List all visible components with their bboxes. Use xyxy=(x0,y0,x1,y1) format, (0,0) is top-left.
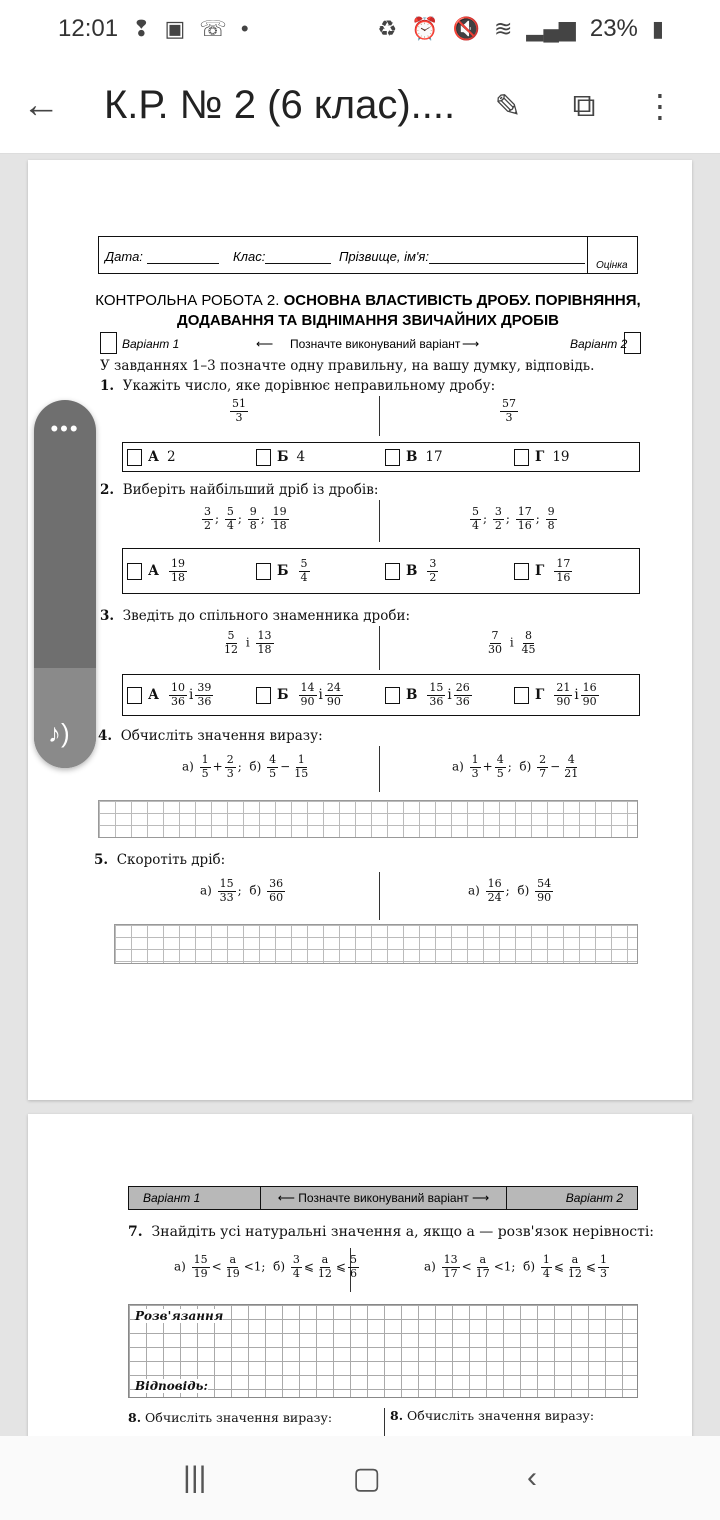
q2-left-fractions: $\frac{3}{2}$ ; $\frac{5}{4}$ ; $\frac{9}{8}$ ; $\frac{19}{18}$ xyxy=(204,505,287,532)
test-title: КОНТРОЛЬНА РОБОТА 2. ОСНОВНА ВЛАСТИВІСТЬ ДРОБУ. ПОРІВНЯННЯ, xyxy=(95,292,641,309)
variant-1-label: Варіант 1 xyxy=(122,337,180,351)
battery-level: 23% xyxy=(589,15,638,42)
student-header xyxy=(98,236,638,274)
recent-apps-icon[interactable]: ||| xyxy=(183,1461,207,1494)
q4-right-expressions: а) $\frac{1}{3}$ + $\frac{4}{5}$ ; б) $\frac{2}{7}$ − $\frac{4}{21}$ xyxy=(452,753,579,780)
q8-left-text: 8. Обчисліть значення виразу: xyxy=(128,1410,333,1425)
q2-option-b[interactable]: Б $\frac{5}{4}$ xyxy=(252,558,381,584)
answer-label: Відповідь: xyxy=(135,1379,208,1393)
q2-answers xyxy=(122,548,640,594)
document-title: К.Р. № 2 (6 клас).... xyxy=(104,83,456,127)
class-label: Клас: xyxy=(233,249,266,264)
home-icon[interactable]: ▢ xyxy=(352,1461,381,1495)
q1-option-c[interactable]: В 17 xyxy=(381,449,510,466)
battery-icon: ▮ xyxy=(651,16,664,41)
q3-option-d[interactable]: Г $\frac{21}{90}$ і $\frac{16}{90}$ xyxy=(510,682,639,708)
solution-label: Розв'язання xyxy=(135,1309,224,1323)
variant-2-checkbox[interactable] xyxy=(624,332,641,354)
q4-work-grid[interactable] xyxy=(98,800,638,838)
document-page-1 xyxy=(28,160,692,1100)
q4-left-expressions: а) $\frac{1}{5}$ + $\frac{2}{3}$ ; б) $\frac{4}{5}$ − $\frac{1}{15}$ xyxy=(182,753,309,780)
q1-option-a[interactable]: А 2 xyxy=(123,449,252,466)
q3-answers xyxy=(122,674,640,716)
q3-option-b[interactable]: Б $\frac{14}{90}$ і $\frac{24}{90}$ xyxy=(252,682,381,708)
back-icon[interactable]: ‹ xyxy=(526,1461,537,1494)
mute-icon: 🔇 xyxy=(452,16,480,41)
variant-hint: Позначте виконуваний варіант xyxy=(290,337,461,351)
image-icon: ▣ xyxy=(164,16,186,41)
floating-audio-panel[interactable] xyxy=(34,400,96,768)
q3-option-c[interactable]: В $\frac{15}{36}$ і $\frac{26}{36}$ xyxy=(381,682,510,708)
dot-icon: • xyxy=(240,16,249,41)
q2-option-a[interactable]: А $\frac{19}{18}$ xyxy=(123,558,252,584)
more-dots-icon[interactable]: ••• xyxy=(50,416,80,441)
back-arrow-icon[interactable]: ← xyxy=(22,84,60,126)
edit-pencil-icon[interactable]: ✎ xyxy=(494,87,522,124)
p2-variant-1[interactable]: Варіант 1 xyxy=(129,1187,261,1209)
p2-variant-hint: ⟵ Позначте виконуваний варіант ⟶ xyxy=(261,1187,507,1209)
open-external-icon[interactable]: ⧉ xyxy=(572,86,596,123)
q1-option-b[interactable]: Б 4 xyxy=(252,449,381,466)
q5-right-fractions: а) $\frac{16}{24}$ ; б) $\frac{54}{90}$ xyxy=(468,877,552,904)
q5-text: 5. Скоротіть дріб: xyxy=(94,852,226,868)
q7-solution-grid[interactable] xyxy=(128,1304,638,1398)
signal-icon: ▂▄▆ xyxy=(526,16,576,41)
q1-text: 1. Укажіть число, яке дорівнює неправильному дробу: xyxy=(100,378,496,394)
q7-text: 7. Знайдіть усі натуральні значення a, якщо a — розв'язок нерівності: xyxy=(128,1224,655,1240)
q3-option-a[interactable]: А $\frac{10}{36}$ і $\frac{39}{36}$ xyxy=(123,682,252,708)
q1-option-d[interactable]: Г 19 xyxy=(510,449,639,466)
app-bar xyxy=(0,58,720,154)
q1-right-fraction: $\frac{57}{3}$ xyxy=(502,397,516,424)
notification-icon: ❢ xyxy=(132,16,151,41)
score-box xyxy=(587,237,637,273)
more-options-icon[interactable]: ⋮ xyxy=(644,87,676,124)
q2-option-c[interactable]: В $\frac{3}{2}$ xyxy=(381,558,510,584)
variant-2-label: Варіант 2 xyxy=(570,337,628,351)
variant-1-checkbox[interactable] xyxy=(100,332,117,354)
p2-variant-2[interactable]: Варіант 2 xyxy=(565,1191,623,1205)
score-label: Оцінка xyxy=(596,260,628,271)
q2-right-fractions: $\frac{5}{4}$ ; $\frac{3}{2}$ ; $\frac{17}{16}$ ; $\frac{9}{8}$ xyxy=(472,505,555,532)
q5-left-fractions: а) $\frac{15}{33}$ ; б) $\frac{36}{60}$ xyxy=(200,877,284,904)
document-page-2 xyxy=(28,1114,692,1444)
q1-left-fraction: $\frac{51}{3}$ xyxy=(232,397,246,424)
q3-right-fractions: $\frac{7}{30}$ і $\frac{8}{45}$ xyxy=(488,629,536,656)
q1-answers xyxy=(122,442,640,472)
q7-right-inequalities: а) $\frac{13}{17}$ < $\frac{a}{17}$ <1; б) $\frac{1}{4}$ ⩽ $\frac{a}{12}$ ⩽ $\frac{1}{3}$ xyxy=(424,1253,607,1280)
test-subtitle: ДОДАВАННЯ ТА ВІДНІМАННЯ ЗВИЧАЙНИХ ДРОБІВ xyxy=(177,312,559,329)
name-label: Прізвище, ім'я: xyxy=(339,249,429,264)
q3-text: 3. Зведіть до спільного знаменника дроби: xyxy=(100,608,411,624)
q2-option-d[interactable]: Г $\frac{17}{16}$ xyxy=(510,558,639,584)
variant-band xyxy=(128,1186,638,1210)
viber-icon: ☏ xyxy=(199,16,227,41)
instruction: У завданнях 1–3 позначте одну правильну, на вашу думку, відповідь. xyxy=(100,358,595,374)
q7-left-inequalities: а) $\frac{15}{19}$ < $\frac{a}{19}$ <1; б) $\frac{3}{4}$ ⩽ $\frac{a}{12}$ ⩽ $\frac{5}{6}$ xyxy=(174,1253,357,1280)
clock: 12:01 xyxy=(58,15,119,42)
q2-text: 2. Виберіть найбільший дріб із дробів: xyxy=(100,482,379,498)
music-note-icon[interactable]: ♪) xyxy=(48,718,70,748)
recycle-icon: ♻ xyxy=(377,16,398,41)
variant-selector: Варіант 1 ⟵ Позначте виконуваний варіант ⟶ Варіант 2 xyxy=(100,332,640,354)
status-bar xyxy=(0,0,720,58)
q3-left-fractions: $\frac{5}{12}$ і $\frac{13}{18}$ xyxy=(224,629,272,656)
wifi-icon: ≋ xyxy=(493,16,513,41)
q8-right-text: 8. Обчисліть значення виразу: xyxy=(390,1408,595,1423)
navigation-bar xyxy=(0,1436,720,1520)
q4-text: 4. Обчисліть значення виразу: xyxy=(98,728,323,744)
q5-work-grid[interactable] xyxy=(114,924,638,964)
date-label: Дата: xyxy=(105,249,143,264)
alarm-icon: ⏰ xyxy=(411,16,439,41)
